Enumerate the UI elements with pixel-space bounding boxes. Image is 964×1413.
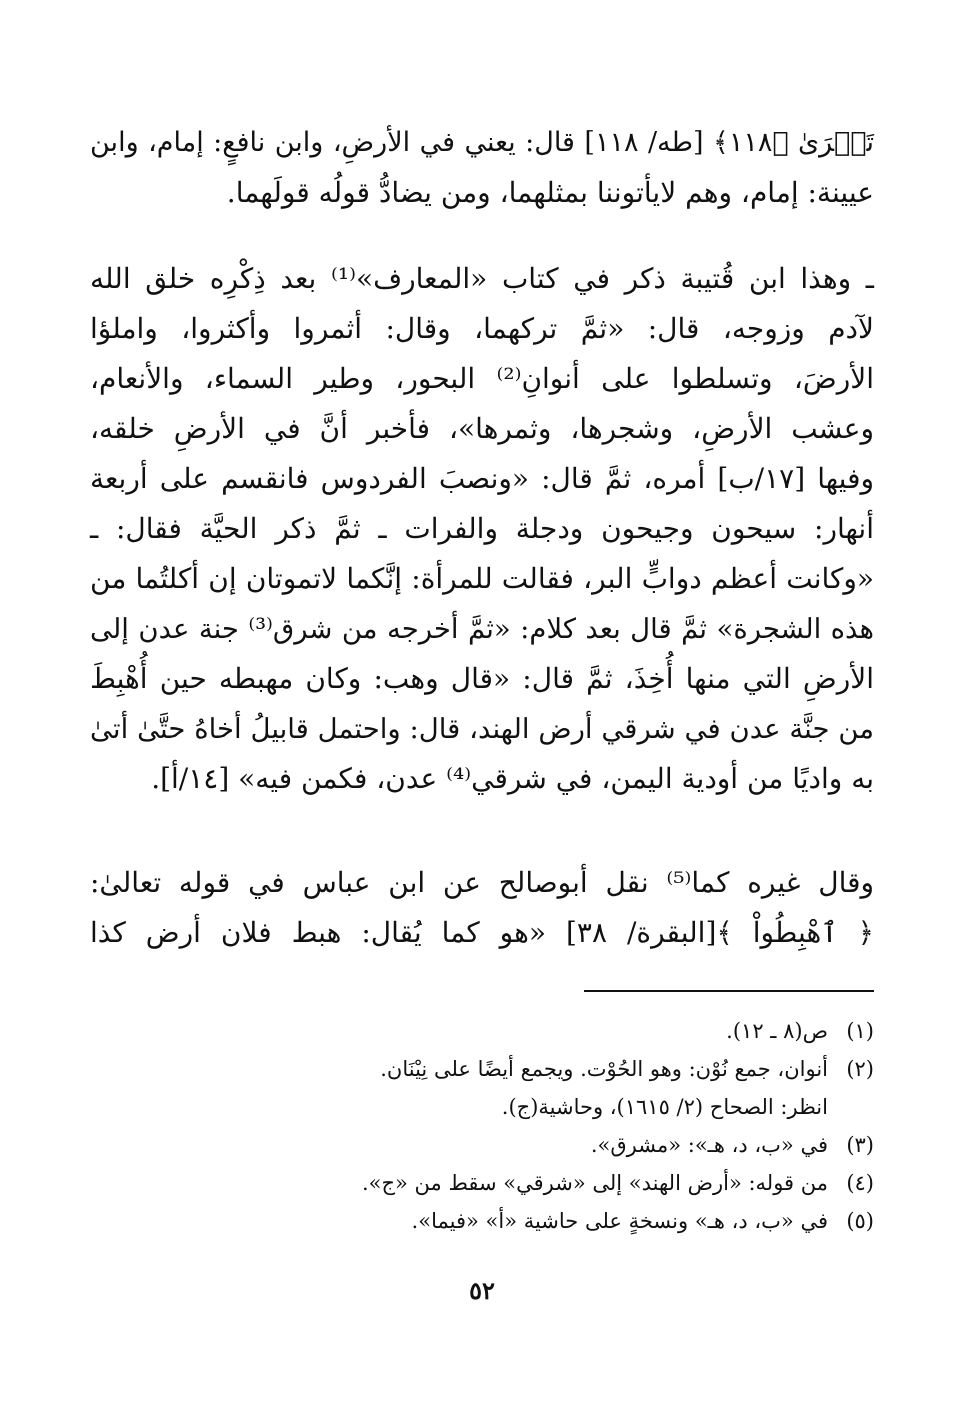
paragraph-3 — [90, 858, 874, 958]
text-line: أنهار: سيحون وجيحون ودجلة والفرات ـ ثمَّ ذكر الحيَّة فقال: ـ — [90, 512, 874, 545]
text-line: لآدم وزوجه، قال: «ثمَّ تركهما، وقال: أثمروا وأكثروا، واملؤا — [90, 312, 874, 345]
text-line: وقال غيره كما⁽⁵⁾ نقل أبوصالح عن ابن عباس في قوله تعالىٰ: — [90, 866, 874, 899]
footnote-text — [90, 1050, 828, 1126]
footnote-3 — [90, 1126, 874, 1164]
footnote-line: انظر: الصحاح (٢/ ١٦١٥)، وحاشية(ج). — [501, 1095, 828, 1119]
text-line: به واديًا من أودية اليمن، في شرقي⁽⁴⁾ عدن، فكمن فيه» [١٤/أ]. — [151, 762, 874, 795]
text-line: تَعۡرَىٰ ﴿١١٨﴾ [طه/ ١١٨] قال: يعني في الأرضِ، وابن نافعٍ: إمام، وابن — [90, 127, 874, 158]
text-line: عيينة: إمام، وهم لايأتوننا بمثلهما، ومن يضادُّ قولُه قولَهما. — [226, 176, 874, 209]
footnote-text — [90, 1202, 828, 1240]
text-line: من جنَّة عدن في شرقي أرض الهند، قال: واحتمل قابيلُ أخاهُ حتَّىٰ أتىٰ — [90, 713, 874, 745]
footnote-text — [90, 1164, 828, 1202]
footnote-5 — [90, 1202, 874, 1240]
page-number: ٥٢ — [469, 1276, 495, 1305]
text-line: هذه الشجرة» ثمَّ قال بعد كلام: «ثمَّ أخرجه من شرق⁽³⁾ جنة عدن إلى — [90, 613, 874, 645]
footnote-2 — [90, 1050, 874, 1126]
footnote-1 — [90, 1012, 874, 1050]
footnote-line: في «ب، د، هـ»: «مشرق». — [590, 1133, 828, 1157]
footnote-divider — [584, 990, 874, 992]
footnote-line: في «ب، د، هـ» ونسخةٍ على حاشية «أ» «فيما». — [411, 1209, 828, 1233]
text-line: الأرضَ، وتسلطوا على أنوانِ⁽²⁾ البحور، وطير السماء، والأنعام، — [90, 362, 874, 395]
footnote-text — [90, 1126, 828, 1164]
paragraph-2 — [90, 254, 874, 804]
footnote-line: ص(٨ ـ ١٢). — [726, 1019, 828, 1043]
footnote-number: (١) — [846, 1019, 874, 1043]
footnotes — [90, 1012, 874, 1240]
footnote-number: (٤) — [846, 1171, 874, 1195]
footnote-number: (٢) — [846, 1057, 874, 1081]
text-line: الأرضِ التي منها أُخِذَ، ثمَّ قال: «قال وهب: وكان مهبطه حين أُهْبِطَ — [90, 662, 874, 695]
text-line: وعشب الأرضِ، وشجرها، وثمرها»، فأخبر أنَّ في الأرضِ خلقه، — [90, 412, 874, 445]
footnote-line: أنوان، جمع نُوْن: وهو الحُوْت. ويجمع أيضًا على نِيْنَان. — [380, 1057, 828, 1081]
paragraph-1 — [90, 118, 874, 218]
footnote-text — [90, 1012, 828, 1050]
text-line: ﴿ ٱهْبِطُواْ ﴾[البقرة/ ٣٨] «هو كما يُقال: هبط فلان أرض كذا — [90, 916, 875, 949]
text-line: ـ وهذا ابن قُتيبة ذكر في كتاب «المعارف»⁽¹⁾ بعد ذِكْرِه خلق الله — [90, 262, 874, 295]
text-line: «وكانت أعظم دوابٍّ البر، فقالت للمرأة: إنَّكما لاتموتان إن أكلتُما من — [90, 562, 874, 595]
footnote-line: من قوله: «أرض الهند» إلى «شرقي» سقط من «ج». — [361, 1171, 828, 1195]
footnote-number: (٣) — [846, 1133, 874, 1157]
footnote-number: (٥) — [846, 1209, 874, 1233]
text-line: وفيها [١٧/ب] أمره، ثمَّ قال: «ونصبَ الفردوس فانقسم على أربعة — [90, 462, 874, 495]
footnote-4 — [90, 1164, 874, 1202]
